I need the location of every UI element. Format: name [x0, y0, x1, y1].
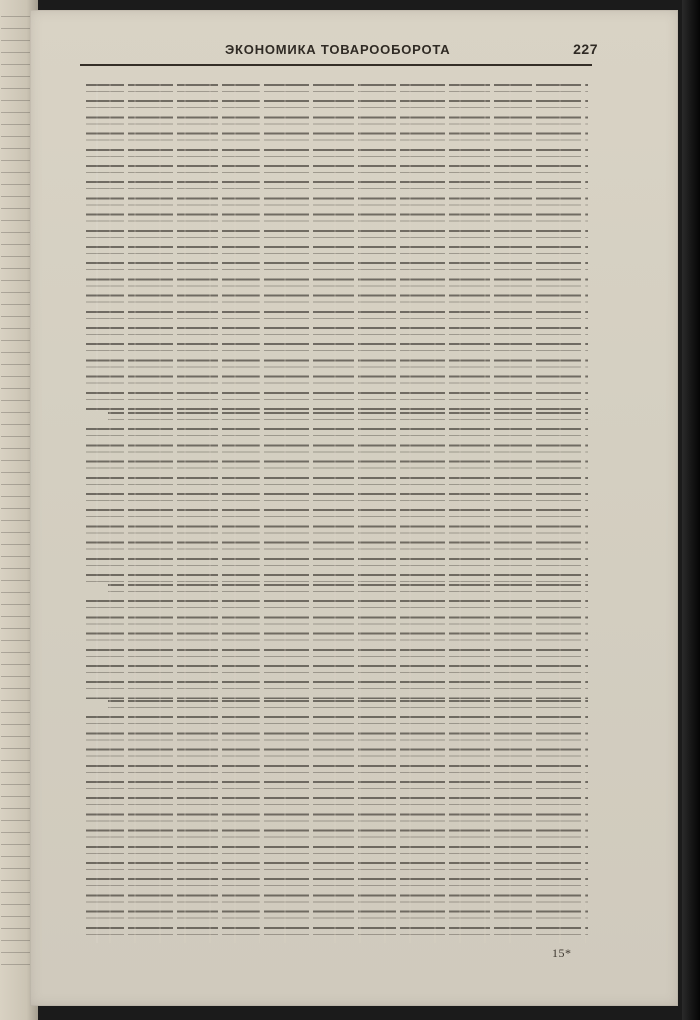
main-text-column	[86, 84, 588, 934]
running-head	[80, 42, 610, 62]
book-page	[30, 10, 678, 1006]
paragraph-4	[86, 700, 588, 943]
paragraph-1	[86, 84, 588, 411]
paragraph-2	[86, 412, 588, 583]
paragraph-3	[86, 584, 588, 699]
right-book-shadow	[682, 0, 700, 1020]
signature-mark: 15*	[552, 946, 572, 960]
left-page-text-edge	[1, 16, 31, 976]
running-title: ЭКОНОМИКА ТОВАРООБОРОТА	[225, 42, 451, 57]
page-number: 227	[573, 41, 598, 57]
header-rule	[80, 64, 592, 66]
